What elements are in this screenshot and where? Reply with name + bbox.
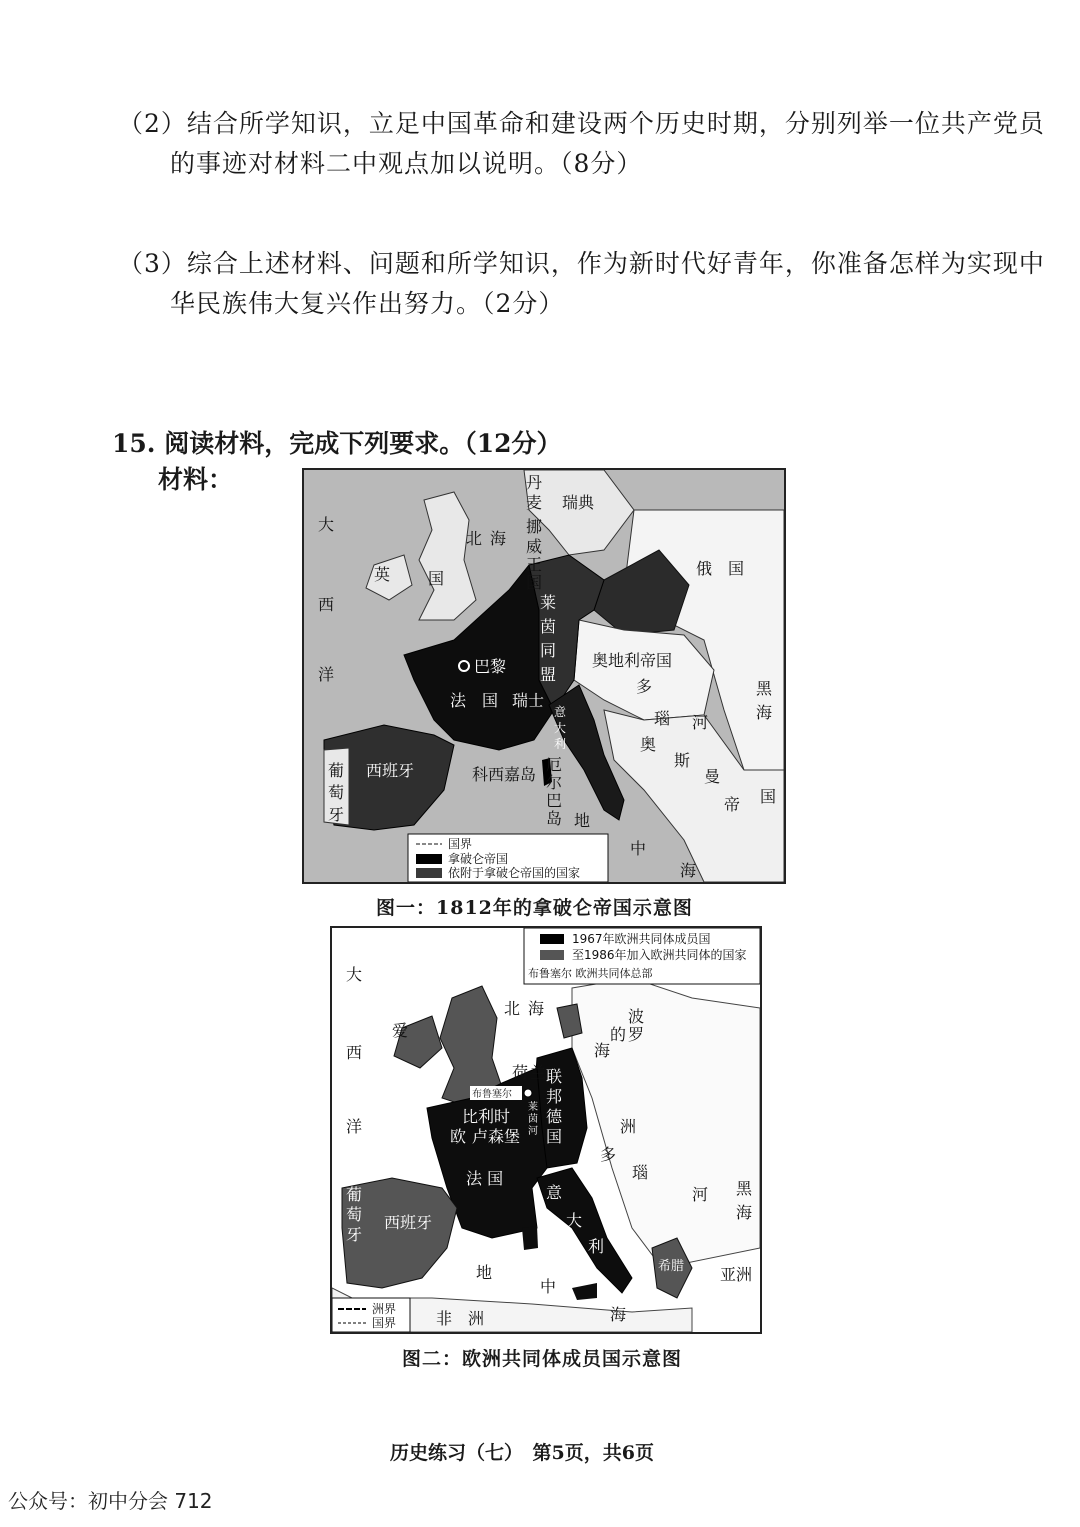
label-asia: 亚洲 [720, 1265, 753, 1284]
label-italy-1: 意 [546, 1183, 563, 1202]
legend-1967-swatch [540, 934, 564, 944]
label-north-sea-2: 海 [490, 529, 507, 548]
label-elba-3: 巴 [546, 791, 563, 810]
label-rhine-4: 盟 [540, 665, 557, 684]
label-atlantic-3: 洋 [346, 1117, 363, 1136]
legend2-item-1: 洲界 [372, 1302, 397, 1316]
label-continent: 洲 [620, 1117, 637, 1136]
label-portugal-2: 萄 [328, 783, 345, 802]
label-germany-4: 国 [546, 1127, 563, 1146]
label-portugal-3: 牙 [328, 805, 345, 824]
label-switzerland: 瑞士 [512, 691, 545, 710]
label-ottoman-4: 帝 [724, 795, 741, 814]
label-med-3: 海 [610, 1305, 627, 1324]
legend-item-3: 依附于拿破仑帝国的国家 [448, 866, 581, 880]
label-ottoman-3: 曼 [704, 767, 721, 786]
label-spain: 西班牙 [384, 1213, 433, 1232]
label-rhine-3: 河 [528, 1126, 538, 1137]
map2-legend-bottom [332, 1298, 410, 1332]
label-black-sea-1: 黑 [736, 1179, 753, 1198]
legend-item-3: 布鲁塞尔 欧洲共同体总部 [528, 967, 653, 980]
question-2-number: （2） [118, 109, 187, 138]
label-germany-2: 邦 [546, 1087, 563, 1106]
map1-caption: 图一：1812年的拿破仑帝国示意图 [376, 897, 693, 919]
label-france: 法 国 [450, 691, 499, 710]
label-danube-3: 河 [692, 713, 709, 732]
label-italy-3: 利 [554, 737, 567, 751]
label-italy-1: 意 [554, 705, 567, 719]
label-med-2: 中 [540, 1277, 557, 1296]
page-footer: 历史练习（七） 第5页，共6页 [390, 1442, 654, 1464]
sardinia-shape [522, 1226, 538, 1250]
label-baltic-2: 罗 [628, 1025, 645, 1044]
label-danube-2: 瑙 [654, 709, 671, 728]
legend-dependent-swatch [416, 868, 442, 878]
material-label: 材料： [158, 465, 234, 494]
label-med-3: 海 [680, 861, 697, 880]
label-black-sea-2: 海 [736, 1203, 753, 1222]
label-atlantic-3: 洋 [318, 665, 335, 684]
label-danube-2: 瑙 [632, 1163, 649, 1182]
label-netherlands-1: 荷 [512, 1063, 529, 1082]
label-baltic-3: 的 [610, 1025, 627, 1044]
label-elba-1: 厄 [546, 755, 563, 774]
label-north-sea-1: 北 [466, 529, 483, 548]
label-norway-3: 王 [526, 555, 543, 574]
label-sweden: 瑞典 [562, 493, 595, 512]
map2-legend [524, 928, 760, 984]
label-rhine-3: 同 [540, 641, 557, 660]
label-black-sea-1: 黑 [756, 679, 773, 698]
label-ottoman-2: 斯 [674, 751, 691, 770]
question-3 [118, 244, 1045, 324]
label-rhine-1: 莱 [540, 593, 557, 612]
label-rhine-2: 茵 [540, 617, 557, 636]
map-napoleon-svg [304, 470, 784, 882]
label-elba-2: 尔 [546, 773, 563, 792]
legend-item-1: 1967年欧洲共同体成员国 [572, 932, 711, 946]
label-north-sea-2: 海 [528, 999, 545, 1018]
label-austria: 奥地利帝国 [592, 651, 673, 670]
question-3-line1: 综合上述材料、问题和所学知识，作为新时代好青年，你准备怎样为实现中 [186, 249, 1045, 278]
label-africa: 非 洲 [436, 1309, 485, 1328]
label-italy-2: 大 [566, 1211, 583, 1230]
label-danube-3: 河 [692, 1185, 709, 1204]
map-ec-members [330, 926, 762, 1334]
label-ottoman-5: 国 [760, 787, 777, 806]
label-rhine-2: 茵 [528, 1114, 538, 1125]
label-france: 法 国 [466, 1169, 504, 1188]
question-2-line2: 的事迹对材料二中观点加以说明。（8分） [170, 149, 643, 178]
label-atlantic-2: 西 [346, 1043, 363, 1062]
question-3-line2: 华民族伟大复兴作出努力。（2分） [170, 289, 565, 318]
question-2 [118, 104, 1045, 184]
label-danube-1: 多 [600, 1145, 617, 1164]
label-atlantic-1: 大 [346, 965, 363, 984]
label-black-sea-2: 海 [756, 703, 773, 722]
label-italy-2: 大 [554, 721, 567, 735]
label-rhine-1: 莱 [528, 1102, 538, 1113]
label-med-1: 地 [476, 1263, 493, 1282]
label-north-sea-1: 北 [504, 999, 521, 1018]
map-ec-svg [332, 928, 760, 1332]
label-norway-4: 国 [526, 573, 543, 592]
legend-empire-swatch [416, 854, 442, 864]
map-napoleon-empire [302, 468, 786, 884]
label-baltic-1: 波 [628, 1007, 645, 1026]
label-baltic-4: 海 [594, 1041, 611, 1060]
label-portugal-3: 牙 [346, 1225, 363, 1244]
label-ireland: 爱 [392, 1021, 409, 1040]
label-atlantic-1: 大 [318, 515, 335, 534]
legend2-item-2: 国界 [372, 1316, 397, 1330]
label-elba-4: 岛 [546, 809, 563, 828]
map2-caption: 图二：欧洲共同体成员国示意图 [402, 1348, 683, 1370]
question-15-title: 15. 阅读材料，完成下列要求。（12分） [112, 429, 562, 458]
label-belgium: 比利时 [462, 1107, 511, 1126]
label-danube-1: 多 [636, 677, 653, 696]
question-3-number: （3） [118, 249, 187, 278]
label-italy-3: 利 [588, 1237, 605, 1256]
label-denmark-2: 麦 [526, 493, 543, 512]
map1-legend [408, 834, 608, 882]
label-europe: 欧 [450, 1127, 467, 1146]
label-britain-1: 英 [374, 565, 391, 584]
label-spain: 西班牙 [366, 761, 415, 780]
label-germany-1: 联 [546, 1067, 563, 1086]
label-med-2: 中 [630, 839, 647, 858]
watermark: 公众号：初中分会 712 [8, 1489, 213, 1513]
label-ottoman-1: 奥 [640, 735, 657, 754]
label-denmark-1: 丹 [526, 473, 543, 492]
label-netherlands-2: 兰 [530, 1063, 547, 1082]
label-paris: 巴黎 [474, 657, 507, 676]
brussels-marker-icon [524, 1089, 532, 1097]
label-russia: 俄 国 [696, 559, 745, 578]
label-atlantic-2: 西 [318, 595, 335, 614]
label-norway-2: 威 [526, 537, 543, 556]
legend-item-2: 至1986年加入欧洲共同体的国家 [572, 948, 747, 962]
label-greece: 希腊 [658, 1259, 685, 1274]
question-2-line1: 结合所学知识，立足中国革命和建设两个历史时期，分别列举一位共产党员 [186, 109, 1045, 138]
label-norway-1: 挪 [526, 517, 543, 536]
label-med-1: 地 [574, 811, 591, 830]
label-brussels: 布鲁塞尔 [472, 1089, 512, 1100]
legend-item-2: 拿破仑帝国 [448, 852, 509, 866]
label-portugal-1: 葡 [346, 1185, 363, 1204]
label-corsica: 科西嘉岛 [472, 765, 537, 784]
label-portugal-2: 萄 [346, 1205, 363, 1224]
legend-1986-swatch [540, 950, 564, 960]
legend-item-1: 国界 [448, 837, 473, 851]
label-britain-2: 国 [428, 569, 445, 588]
label-luxembourg: 卢森堡 [472, 1127, 521, 1146]
label-portugal-1: 葡 [328, 761, 345, 780]
label-germany-3: 德 [546, 1107, 563, 1126]
